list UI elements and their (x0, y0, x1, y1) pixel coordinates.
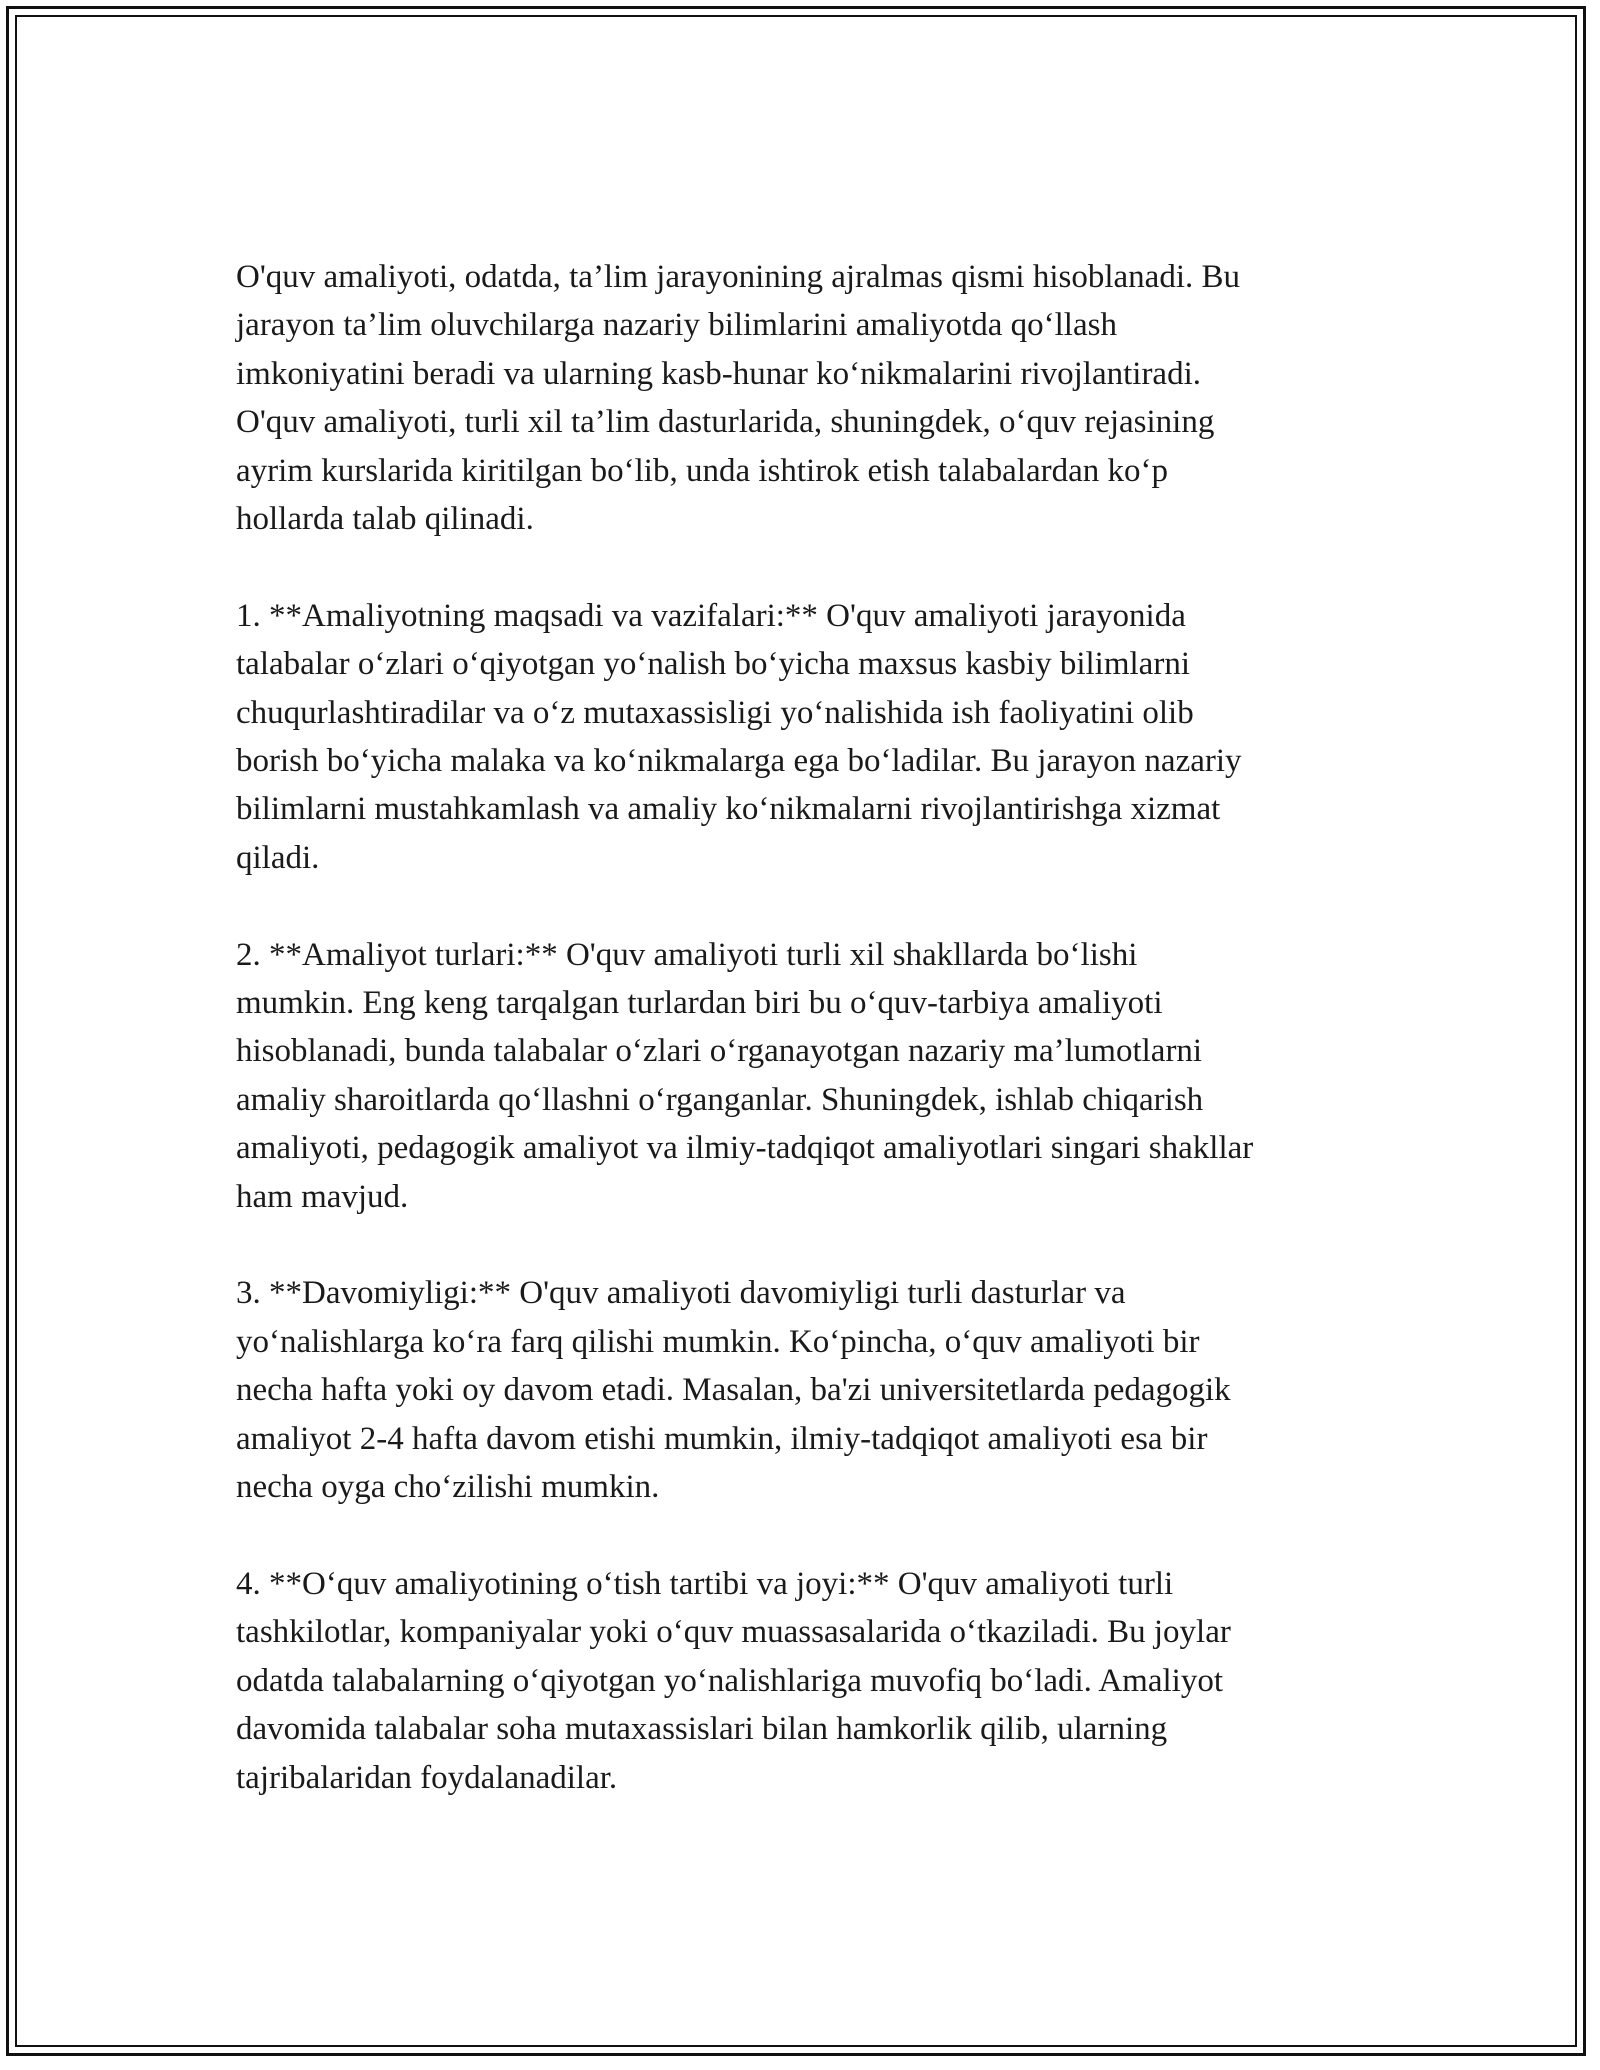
paragraph-intro: O'quv amaliyoti, odatda, ta’lim jarayonining ajralmas qismi hisoblanadi. Bu jarayon ta’lim oluvchilarga nazariy bilimlarini amaliyotda qo‘llash imkoniyatini beradi va ularning kasb-hunar ko‘nikmalarini rivojlantiradi. O'quv amaliyoti, turli xil ta’lim dasturlarida, shuningdek, o‘quv rejasining ayrim kurslarida kiritilgan bo‘lib, unda ishtirok etish talabalardan ko‘p hollarda talab qilinadi. (236, 259, 1241, 538)
paragraph-purpose: 1. **Amaliyotning maqsadi va vazifalari:** O'quv amaliyoti jarayonida talabalar o‘zlari o‘qiyotgan yo‘nalish bo‘yicha maxsus kasbiy bilimlarni chuqurlashtiradilar va o‘z mutaxassisligi yo‘nalishida ish faoliyatini olib borish bo‘yicha malaka va ko‘nikmalarga ega bo‘ladilar. Bu jarayon nazariy bilimlarni mustahkamlash va amaliy ko‘nikmalarni rivojlantirishga xizmat qiladi. (236, 597, 1242, 876)
paragraph-duration: 3. **Davomiyligi:** O'quv amaliyoti davomiyligi turli dasturlar va yo‘nalishlarga ko‘ra farq qilishi mumkin. Ko‘pincha, o‘quv amaliyoti bir necha hafta yoki oy davom etadi. Masalan, ba'zi universitetlarda pedagogik amaliyot 2-4 hafta davom etishi mumkin, ilmiy-tadqiqot amaliyoti esa bir necha oyga cho‘zilishi mumkin. (236, 1275, 1231, 1506)
document-body (236, 253, 1396, 1850)
paragraph-location: 4. **O‘quv amaliyotining o‘tish tartibi va joyi:** O'quv amaliyoti turli tashkilotlar, kompaniyalar yoki o‘quv muassasalarida o‘tkaziladi. Bu joylar odatda talabalarning o‘qiyotgan yo‘nalishlariga muvofiq bo‘ladi. Amaliyot davomida talabalar soha mutaxassislari bilan hamkorlik qilib, ularning tajribalaridan foydalanadilar. (236, 1565, 1231, 1796)
paragraph-types: 2. **Amaliyot turlari:** O'quv amaliyoti turli xil shakllarda bo‘lishi mumkin. Eng keng tarqalgan turlardan biri bu o‘quv-tarbiya amaliyoti hisoblanadi, bunda talabalar o‘zlari o‘rganayotgan nazariy ma’lumotlarni amaliy sharoitlarda qo‘llashni o‘rganganlar. Shuningdek, ishlab chiqarish amaliyoti, pedagogik amaliyot va ilmiy-tadqiqot amaliyotlari singari shakllar ham mavjud. (236, 936, 1254, 1215)
